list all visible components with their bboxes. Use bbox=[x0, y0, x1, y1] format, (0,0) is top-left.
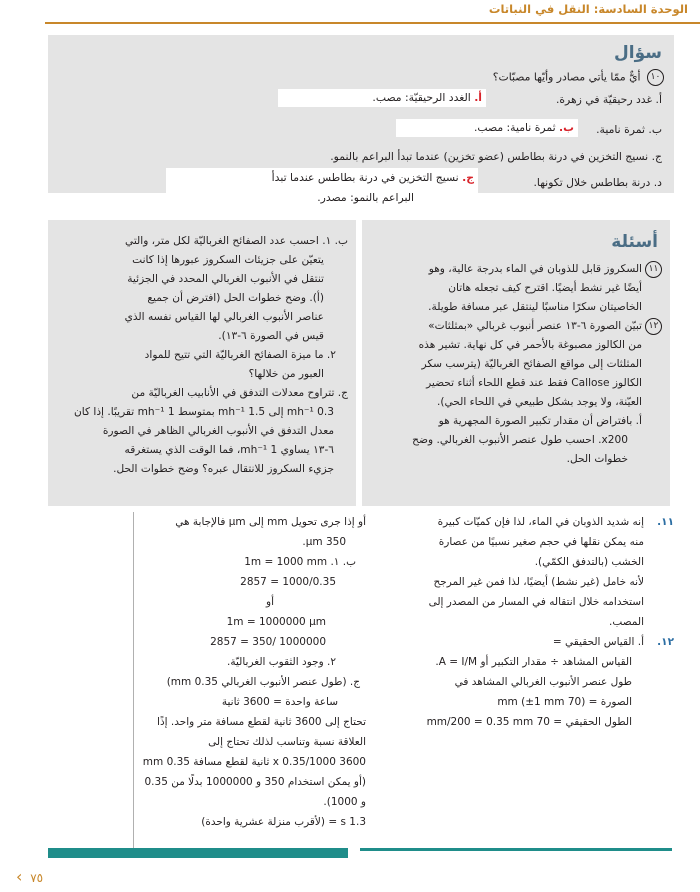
option-d bbox=[533, 176, 662, 189]
a12-text4: الصورة = (70 mm (±1 mm bbox=[497, 696, 632, 708]
a11-text4: لأنه خامل (غير نشط) أيضيًا، لذا فمن غير المرجح bbox=[433, 576, 644, 588]
option-d-text: د. درنة بطاطس خلال تكونها. bbox=[533, 176, 662, 189]
a12-text2: القياس المشاهد ÷ مقدار التكبير أو A = I/M. bbox=[435, 656, 632, 668]
answer-b bbox=[396, 119, 578, 137]
a11-text2: منه يمكن نقلها في حجم صغير نسبيًا من عصارة bbox=[438, 536, 644, 548]
al-line11: تحتاج إلى 3600 ثانية لقطع مسافة متر واحد. إذًا bbox=[157, 716, 366, 728]
a11-text6: المصب. bbox=[609, 616, 644, 628]
a11-text3: الخشب (بالتدفق الكمّي). bbox=[534, 556, 644, 568]
prompt-text: أيٌّ ممّا يأتي مصادر وأيّها مصبّات؟ bbox=[492, 70, 641, 84]
q12b-line1: ب. ١. احسب عدد الصفائح الغرباليّة لكل متر، والتي bbox=[125, 235, 348, 247]
chevron-left-icon: ‹ bbox=[16, 867, 23, 886]
footer-bar bbox=[48, 848, 348, 858]
a12-text5: الطول الحقيقي = 70 mm/200 = 0.35 mm bbox=[426, 716, 632, 728]
q12-line8: خطوات الحل. bbox=[566, 453, 628, 465]
question-title: سؤال bbox=[614, 43, 662, 63]
a12-number: ١٢. bbox=[657, 636, 674, 648]
question-12-parts bbox=[56, 232, 348, 479]
al-line3: ب. ١. 1m = 1000 mm bbox=[244, 556, 356, 568]
option-a bbox=[556, 93, 662, 106]
answer-c-line1 bbox=[170, 168, 474, 188]
q12c-line4: ٦-١٣ يساوي 1 mh⁻¹، فما الوقت الذي يستغرقه bbox=[124, 444, 334, 456]
q12c-line3: معدل التدفق في الأنبوب الغربالي الظاهر في الصورة bbox=[102, 425, 334, 437]
a12-text3: طول عنصر الأنبوب الغربالي المشاهد في bbox=[454, 676, 632, 688]
a12-text1: أ. القياس الحقيقي = bbox=[552, 636, 644, 648]
answer-column-divider bbox=[133, 512, 134, 848]
answers-left bbox=[136, 512, 366, 832]
q11-line bbox=[370, 260, 662, 279]
al-line13: 3600 x 0.35/1000 ثانية لقطع مسافة 0.35 mm bbox=[142, 756, 366, 768]
answer-c-label: ج. bbox=[462, 171, 474, 184]
answers-right bbox=[382, 512, 672, 732]
q12c-line5: جزيء السكروز للانتقال عبره؟ وضح خطوات الحل. bbox=[113, 463, 334, 475]
q12-line2: من الكالوز مصبوغة بالأحمر في كل نهاية. تشير هذه bbox=[418, 339, 642, 351]
al-line16: 1.3 s = (لأقرب منزلة عشرية واحدة) bbox=[201, 816, 366, 828]
a11-text1: إنه شديد الذوبان في الماء، لذا فإن كميّات كبيرة bbox=[437, 516, 644, 528]
al-line7: 1000000 /350 = 2857 bbox=[210, 636, 326, 648]
a11-line1 bbox=[382, 512, 672, 532]
answer-a-label: أ. bbox=[474, 91, 482, 104]
q12-line6: أ. بافتراض أن مقدار تكبير الصورة المجهرية هو bbox=[438, 415, 642, 427]
question-11 bbox=[370, 260, 662, 469]
questions-panel-continued bbox=[48, 220, 356, 506]
q11-line3: الخاصيتان سكرًا مناسبًا لينتقل عبر مسافة طويلة. bbox=[428, 301, 642, 313]
q12b-line3: تنتقل في الأنبوب الغربالي المحدد في الجزئية bbox=[127, 273, 324, 285]
unit-title: الوحدة السادسة: النقل في النباتات bbox=[488, 2, 688, 16]
a11-text5: استخدامه خلال انتقاله في المسار من المصدر إلى bbox=[428, 596, 644, 608]
question-10-prompt bbox=[493, 69, 664, 86]
option-b bbox=[596, 123, 662, 136]
q12b-line4: (أ). وضح خطوات الحل (افترض أن جميع bbox=[147, 292, 324, 304]
q11-number: ١١ bbox=[645, 261, 662, 278]
al-line15: و 1000). bbox=[323, 796, 366, 808]
q12-line3: المثلثات إلى مواقع الصفائح الغرباليّة (يترسب سكر bbox=[421, 358, 642, 370]
answer-a bbox=[278, 89, 486, 107]
q12b-line6: قيس في الصورة ٦-١٣). bbox=[218, 330, 324, 342]
footer-rule bbox=[360, 848, 672, 851]
q12b-line7: ٢. ما ميزة الصفائح الغرباليّة التي تتيح للمواد bbox=[144, 349, 336, 361]
page-number-text: ٧٥ bbox=[30, 871, 44, 885]
al-line5: أو bbox=[266, 596, 274, 608]
q12b-line8: العبور من خلالها؟ bbox=[248, 368, 324, 380]
a11-number: ١١. bbox=[657, 516, 674, 528]
al-line2: 350 µm. bbox=[302, 536, 346, 548]
q12c-line1: ج. تتراوح معدلات التدفق في الأنابيب الغرباليّة من bbox=[131, 387, 348, 399]
questions-title: أسئلة bbox=[611, 232, 658, 252]
q12-line bbox=[370, 317, 662, 336]
q12-line5: العيّنة، ولا يوجد بشكل طبيعي في اللحاء الحي). bbox=[436, 396, 642, 408]
al-line12: العلاقة نسبة وتناسب لذلك تحتاج إلى bbox=[208, 736, 366, 748]
al-line9: ج. (طول عنصر الأنبوب الغربالي 0.35 mm) bbox=[166, 676, 360, 688]
al-line8: ٢. وجود الثقوب الغرباليّة. bbox=[227, 656, 336, 668]
answer-c-line2: البراعم بالنمو: مصدر. bbox=[317, 191, 414, 204]
q12-line4: الكالوز Callose فقط عند قطع اللحاء أثناء تحضير bbox=[426, 377, 642, 389]
questions-panel bbox=[362, 220, 670, 506]
q12c-line2: 0.3 mh⁻¹ إلى 1.5 mh⁻¹ بمتوسط 1 mh⁻¹ تقريبًا. إذا كان bbox=[73, 406, 334, 418]
q12b-line5: عناصر الأنبوب الغربالي لها القياس نفسه الذي bbox=[124, 311, 324, 323]
al-line10: ساعة واحدة = 3600 ثانية bbox=[221, 696, 338, 708]
q12-number: ١٢ bbox=[645, 318, 662, 335]
question-number: ١٠ bbox=[647, 69, 664, 86]
option-b-text: ب. ثمرة نامية. bbox=[596, 123, 662, 136]
option-c-text: ج. نسيج التخزين في درنة بطاطس (عضو تخزين) عندما تبدأ البراعم بالنمو. bbox=[330, 150, 662, 163]
page-number bbox=[16, 867, 43, 886]
q12b-line2: يتعيّن على جزيئات السكروز عبورها إذا كانت bbox=[132, 254, 324, 266]
q11-line2: أيضًا غير نشط أيضيًا. اقترح كيف تجعله هاتان bbox=[448, 282, 642, 294]
answer-c-text1: نسيج التخزين في درنة بطاطس عندما تبدأ bbox=[271, 171, 459, 184]
option-c bbox=[330, 150, 662, 163]
al-line1: أو إذا جرى تحويل mm إلى µm فالإجابة هي bbox=[175, 516, 366, 528]
answer-b-label: ب. bbox=[559, 121, 574, 134]
answer-a-text: الغدد الرحيقيّة: مصب. bbox=[372, 91, 471, 104]
answer-b-text: ثمرة نامية: مصب. bbox=[473, 121, 556, 134]
option-a-text: أ. غدد رحيقيّة في زهرة. bbox=[555, 93, 662, 106]
q12-text: تبيّن الصورة ٦-١٣ عنصر أنبوب غربالي «بمثلثات» bbox=[428, 320, 642, 332]
al-line14: (أو يمكن استخدام 350 و 1000000 بدلًا من 0.35 bbox=[144, 776, 366, 788]
q11-text: السكروز قابل للذوبان في الماء بدرجة عالية، وهو bbox=[428, 263, 642, 275]
q12-line7: x200. احسب طول عنصر الأنبوب الغربالي. وضح bbox=[412, 434, 628, 446]
a12-line1 bbox=[382, 632, 672, 652]
header-divider bbox=[45, 22, 700, 24]
answer-c bbox=[166, 168, 478, 212]
al-line6: 1m = 1000000 µm bbox=[226, 616, 326, 628]
al-line4: 1000/0.35 = 2857 bbox=[240, 576, 336, 588]
